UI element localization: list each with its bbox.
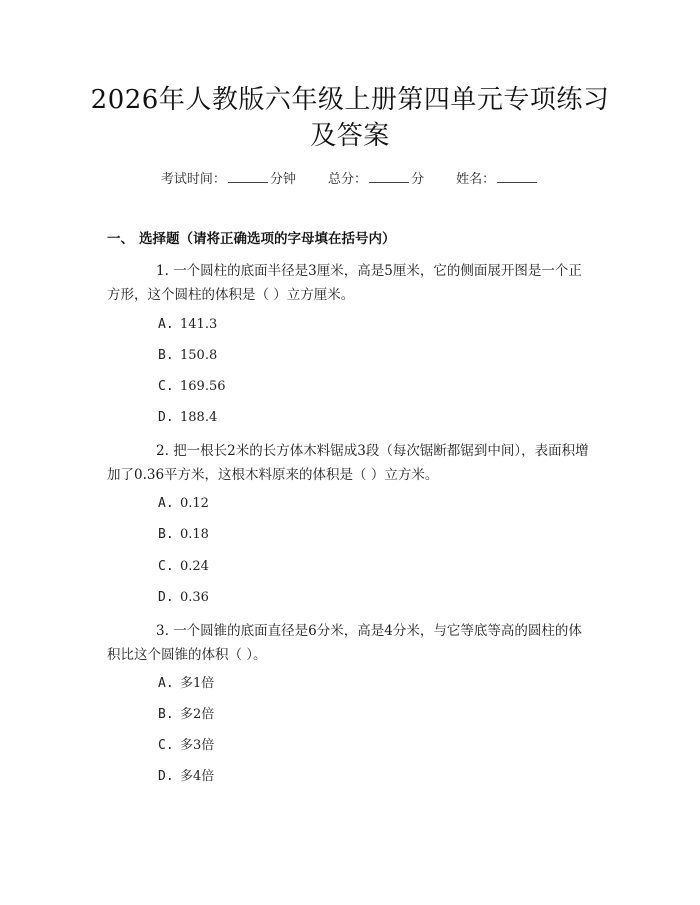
option-letter: B. bbox=[158, 527, 174, 542]
option-text: 150.8 bbox=[180, 348, 218, 363]
option-text: 0.12 bbox=[180, 496, 209, 511]
total-score-unit: 分 bbox=[411, 172, 425, 187]
exam-time-unit: 分钟 bbox=[269, 172, 296, 187]
option-text: 多1倍 bbox=[180, 676, 215, 691]
option-letter: D. bbox=[158, 769, 174, 784]
option-text: 188.4 bbox=[180, 410, 218, 425]
exam-time-blank bbox=[228, 168, 268, 183]
document-title-line-1: 2026年人教版六年级上册第四单元专项练习 bbox=[90, 85, 610, 115]
student-name-label: 姓名： bbox=[456, 172, 496, 187]
option-letter: D. bbox=[158, 590, 174, 605]
question-stem: 把一根长2米的长方体木料锯成3段（每次锯断都锯到中间），表面积增加了0.36平方米，这根木料原来的体积是（ ）立方米。 bbox=[107, 443, 589, 483]
question-1 bbox=[107, 259, 592, 307]
option-letter: A. bbox=[158, 496, 174, 511]
question-2-option-c bbox=[158, 557, 209, 577]
exam-time-label: 考试时间： bbox=[160, 172, 226, 187]
question-3-option-a bbox=[158, 674, 214, 694]
question-2-option-b bbox=[158, 525, 209, 545]
option-letter: A. bbox=[158, 676, 174, 691]
option-text: 0.36 bbox=[180, 590, 209, 605]
question-3-option-d bbox=[158, 767, 214, 787]
question-stem: 一个圆柱的底面半径是3厘米，高是5厘米，它的侧面展开图是一个正方形，这个圆柱的体积是（ ）立方厘米。 bbox=[107, 263, 582, 303]
question-2 bbox=[107, 439, 592, 487]
option-letter: C. bbox=[158, 379, 174, 394]
option-text: 多4倍 bbox=[180, 769, 215, 784]
option-text: 169.56 bbox=[180, 379, 226, 394]
question-2-option-a bbox=[158, 494, 209, 514]
option-text: 多2倍 bbox=[180, 707, 215, 722]
total-score-label: 总分： bbox=[327, 172, 367, 187]
question-3 bbox=[107, 619, 592, 667]
student-name-field bbox=[456, 168, 539, 190]
section-title: 选择题（请将正确选项的字母填在括号内） bbox=[139, 231, 396, 247]
question-number: 2. bbox=[156, 443, 169, 459]
question-number: 3. bbox=[156, 623, 169, 639]
option-letter: C. bbox=[158, 738, 174, 753]
question-1-option-b bbox=[158, 346, 217, 366]
exam-info-row bbox=[0, 168, 700, 190]
question-2-option-d bbox=[158, 588, 209, 608]
question-stem: 一个圆锥的底面直径是6分米，高是4分米，与它等底等高的圆柱的体积比这个圆锥的体积（ ）。 bbox=[107, 623, 582, 663]
option-text: 141.3 bbox=[180, 317, 218, 332]
option-letter: B. bbox=[158, 348, 174, 363]
section-number: 一、 bbox=[107, 231, 134, 247]
question-3-option-b bbox=[158, 705, 214, 725]
exam-time-field bbox=[161, 168, 296, 190]
option-letter: C. bbox=[158, 559, 174, 574]
document-title-line-2: 及答案 bbox=[310, 121, 390, 151]
option-letter: A. bbox=[158, 317, 174, 332]
option-text: 多3倍 bbox=[180, 738, 215, 753]
total-score-blank bbox=[369, 168, 409, 183]
question-1-option-c bbox=[158, 377, 226, 397]
question-number: 1. bbox=[156, 263, 169, 279]
question-1-option-d bbox=[158, 408, 217, 428]
question-1-option-a bbox=[158, 315, 217, 335]
option-letter: B. bbox=[158, 707, 174, 722]
total-score-field bbox=[328, 168, 424, 190]
option-letter: D. bbox=[158, 410, 174, 425]
option-text: 0.18 bbox=[180, 527, 209, 542]
section-heading bbox=[107, 229, 396, 249]
student-name-blank bbox=[497, 168, 537, 183]
option-text: 0.24 bbox=[180, 559, 209, 574]
question-3-option-c bbox=[158, 736, 214, 756]
